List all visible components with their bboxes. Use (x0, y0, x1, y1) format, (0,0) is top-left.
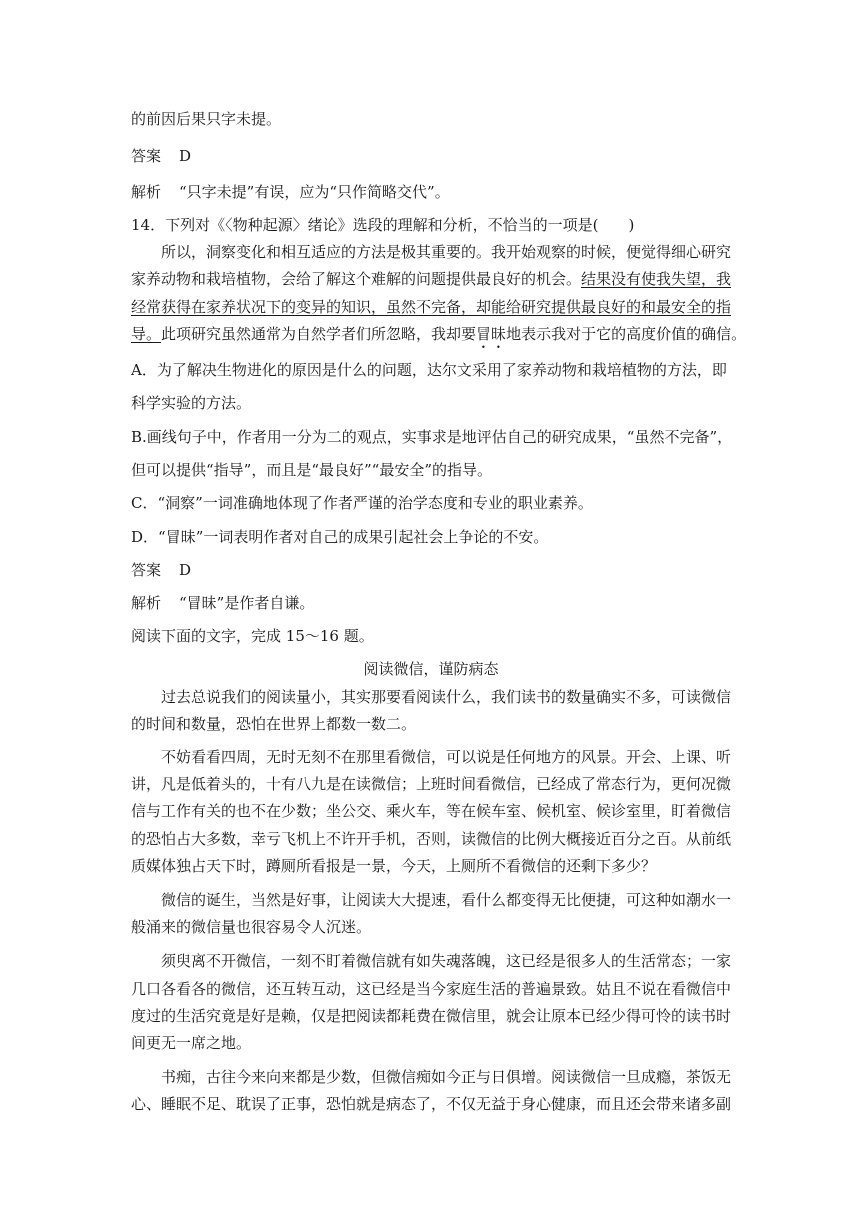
paragraph-line: 般涌来的微信量也很容易令人沉迷。 (131, 918, 372, 936)
answer-line (131, 559, 731, 581)
option-a: A．为了解决生物进化的原因是什么的问题，达尔文采用了家养动物和栽培植物的方法，即 (131, 361, 727, 379)
paragraph-line: 质媒体独占天下时，蹲厕所看报是一景，今天，上厕所不看微信的还剩下多少？ (131, 857, 657, 875)
answer-value: D (179, 147, 192, 165)
paragraph-line: 的恐怕占大多数，幸亏飞机上不许开手机，否则，读微信的比例大概接近百分之百。从前纸 (131, 830, 732, 848)
reading-instruction: 阅读下面的文字，完成 15～16 题。 (131, 627, 374, 645)
excerpt-text: 此项研究虽然通常为自然学者们所忽略，我却要 (161, 325, 477, 343)
answer-label: 答案 (131, 147, 162, 165)
analysis-text: “冒昧”是作者自谦。 (179, 594, 315, 612)
paragraph-line: 度过的生活究竟是好是赖，仅是把阅读都耗费在微信里，就会让原本已经少得可怜的读书时 (131, 1007, 732, 1025)
analysis-text: “只字未提”有误，应为“只作简略交代”。 (179, 183, 450, 201)
paragraph-line: 过去总说我们的阅读量小，其实那要看阅读什么，我们读书的数量确实不多，可读微信 (161, 688, 732, 706)
text-line: 的前因后果只字未提。 (131, 110, 282, 128)
underlined-sentence: 结果没有使我失望，我 (581, 270, 732, 288)
option-a-cont: 科学实验的方法。 (131, 394, 252, 412)
analysis-label: 解析 (131, 183, 162, 201)
option-b-cont: 但可以提供“指导”，而且是“最良好”“最安全”的指导。 (131, 461, 493, 479)
excerpt-line (131, 268, 731, 290)
emphasis-char: 昧 (491, 325, 507, 343)
option-d: D．“冒昧”一词表明作者对自己的成果引起社会上争论的不安。 (131, 528, 549, 546)
answer-line (131, 145, 731, 167)
underlined-sentence: 经常获得在家养状况下的变异的知识，虽然不完备，却能给研究提供最良好的和最安全的指 (131, 298, 732, 316)
analysis-line (131, 181, 731, 203)
paragraph-line: 的时间和数量，恐怕在世界上都数一数二。 (131, 715, 417, 733)
paragraph-line: 书痴，古往今来向来都是少数，但微信痴如今正与日俱增。阅读微信一旦成瘾，茶饭无 (161, 1068, 732, 1086)
answer-value: D (179, 561, 192, 579)
question-14: 14．下列对《〈物种起源〉绪论》选段的理解和分析，不恰当的一项是( ) (131, 216, 635, 234)
excerpt-text: 家养动物和栽培植物，会给了解这个难解的问题提供最良好的机会。 (131, 270, 582, 288)
excerpt-text: 地表示我对于它的高度价值的确信。 (506, 325, 747, 343)
analysis-label: 解析 (131, 594, 162, 612)
excerpt-line (131, 296, 731, 318)
article-title: 阅读微信，谨防病态 (363, 660, 499, 678)
paragraph-line: 心、睡眠不足、耽误了正事，恐怕就是病态了，不仅无益于身心健康，而且还会带来诸多副 (131, 1095, 732, 1113)
paragraph-line: 信与工作有关的也不在少数；坐公交、乘火车，等在候车室、候机室、候诊室里，盯着微信 (131, 802, 732, 820)
excerpt-line (131, 323, 747, 352)
option-b: B.画线句子中，作者用一分为二的观点，实事求是地评估自己的研究成果，“虽然不完备”， (131, 428, 733, 446)
option-c: C．“洞察”一词准确地体现了作者严谨的治学态度和专业的职业素养。 (131, 494, 593, 512)
paragraph-line: 微信的诞生，当然是好事，让阅读大大提速，看什么都变得无比便捷，可这种如潮水一 (161, 891, 732, 909)
paragraph-line: 不妨看看四周，无时无刻不在那里看微信，可以说是任何地方的风景。开会、上课、听 (161, 748, 732, 766)
paragraph-line: 几口各看各的微信，还互转互动，这已经是当今家庭生活的普遍景致。姑且不说在看微信中 (131, 980, 732, 998)
analysis-line (131, 592, 731, 614)
excerpt-line: 所以，洞察变化和相互适应的方法是极其重要的。我开始观察的时候，便觉得细心研究 (161, 243, 732, 261)
underlined-sentence: 导。 (131, 325, 162, 343)
paragraph-line: 须臾离不开微信，一刻不盯着微信就有如失魂落魄，这已经是很多人的生活常态；一家 (161, 952, 732, 970)
paragraph-line: 间更无一席之地。 (131, 1034, 252, 1052)
answer-label: 答案 (131, 561, 162, 579)
paragraph-line: 讲，凡是低着头的，十有八九是在读微信；上班时间看微信，已经成了常态行为，更何况微 (131, 775, 732, 793)
emphasis-char: 冒 (476, 325, 492, 343)
